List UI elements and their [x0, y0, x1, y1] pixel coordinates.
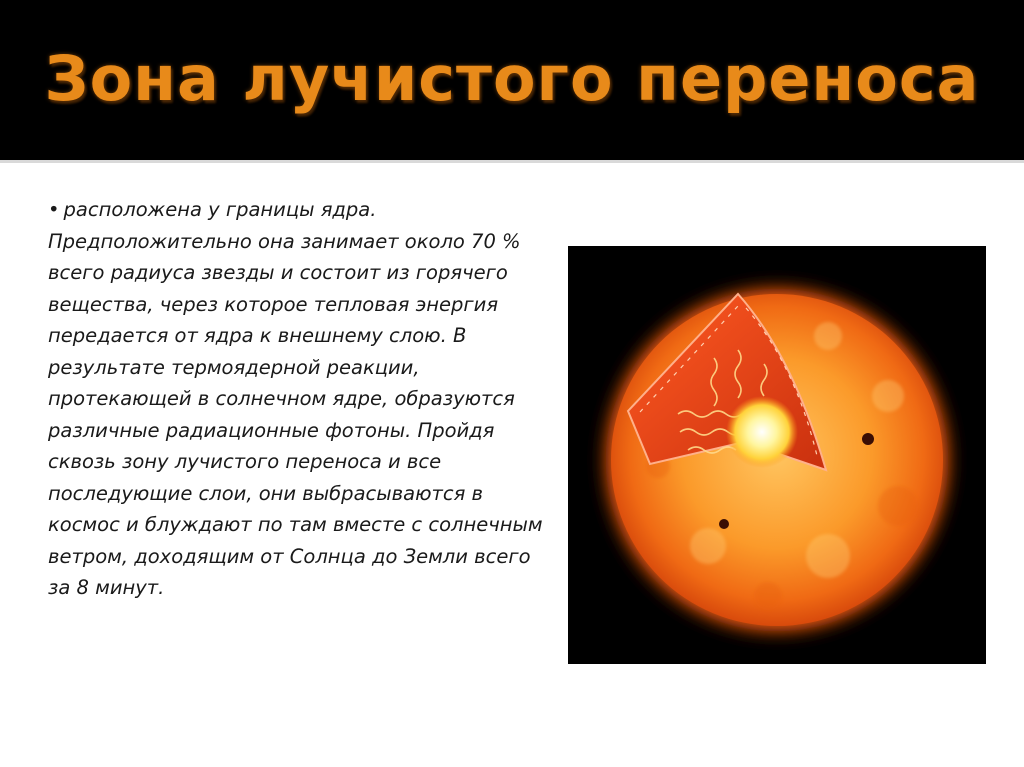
- bullet-marker: •: [48, 198, 60, 221]
- sunspot-icon: [719, 519, 729, 529]
- title-bar: [0, 0, 1024, 163]
- sun-cutaway-illustration: [568, 246, 986, 664]
- sun-illustration-svg: [568, 246, 986, 664]
- bullet-text: расположена у границы ядра. Предположительно она занимает около 70 % всего радиуса звезды и состоит из горячего вещества, через которое тепловая энергия передается от ядра к внешнему слою. В результате термоядерной реакции, протекающей в солнечном ядре, образуются различные радиационные фотоны. Пройдя сквозь зону лучистого переноса и все последующие слои, они выбрасываются в космос и блуждают по там вместе с солнечным ветром, доходящим от Солнца до Земли всего за 8 минут.: [48, 198, 543, 599]
- sunspot-icon: [862, 433, 874, 445]
- sun-core: [726, 396, 798, 468]
- slide-title: Зона лучистого переноса: [44, 42, 980, 115]
- bullet-paragraph: [48, 194, 548, 604]
